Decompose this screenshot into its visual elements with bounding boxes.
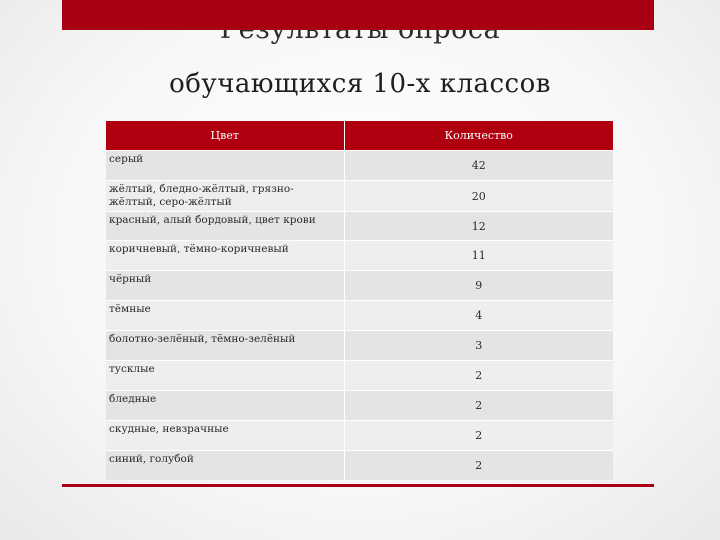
table-row <box>106 361 613 391</box>
survey-results-table <box>106 121 613 480</box>
cell-count: 2 <box>344 361 613 391</box>
cell-color: серый <box>106 151 344 181</box>
table-header-row <box>106 121 613 151</box>
cell-color: бледные <box>106 391 344 421</box>
cell-count: 4 <box>344 301 613 331</box>
table-row <box>106 181 613 212</box>
table-row <box>106 391 613 421</box>
cell-count: 9 <box>344 271 613 301</box>
table-row <box>106 241 613 271</box>
cell-color: жёлтый, бледно-жёлтый, грязно-жёлтый, серо-жёлтый <box>106 181 344 212</box>
table-row <box>106 421 613 451</box>
table-row <box>106 151 613 181</box>
cell-count: 42 <box>344 151 613 181</box>
cell-color: скудные, невзрачные <box>106 421 344 451</box>
cell-count: 12 <box>344 212 613 241</box>
cell-color: тусклые <box>106 361 344 391</box>
cell-color: тёмные <box>106 301 344 331</box>
cell-count: 20 <box>344 181 613 212</box>
cell-color: синий, голубой <box>106 451 344 481</box>
table-row <box>106 331 613 361</box>
column-header-count: Количество <box>344 121 613 151</box>
cell-count: 2 <box>344 391 613 421</box>
top-accent-bar <box>62 0 654 30</box>
cell-count: 3 <box>344 331 613 361</box>
table-row <box>106 451 613 481</box>
slide-title-line2: обучающихся 10-х классов <box>169 69 551 99</box>
cell-color: красный, алый бордовый, цвет крови <box>106 212 344 241</box>
table-row <box>106 271 613 301</box>
cell-count: 2 <box>344 421 613 451</box>
cell-count: 2 <box>344 451 613 481</box>
table-row <box>106 212 613 241</box>
cell-count: 11 <box>344 241 613 271</box>
cell-color: коричневый, тёмно-коричневый <box>106 241 344 271</box>
cell-color: болотно-зелёный, тёмно-зелёный <box>106 331 344 361</box>
bottom-accent-rule <box>62 484 654 487</box>
table-row <box>106 301 613 331</box>
cell-color: чёрный <box>106 271 344 301</box>
column-header-color: Цвет <box>106 121 344 151</box>
